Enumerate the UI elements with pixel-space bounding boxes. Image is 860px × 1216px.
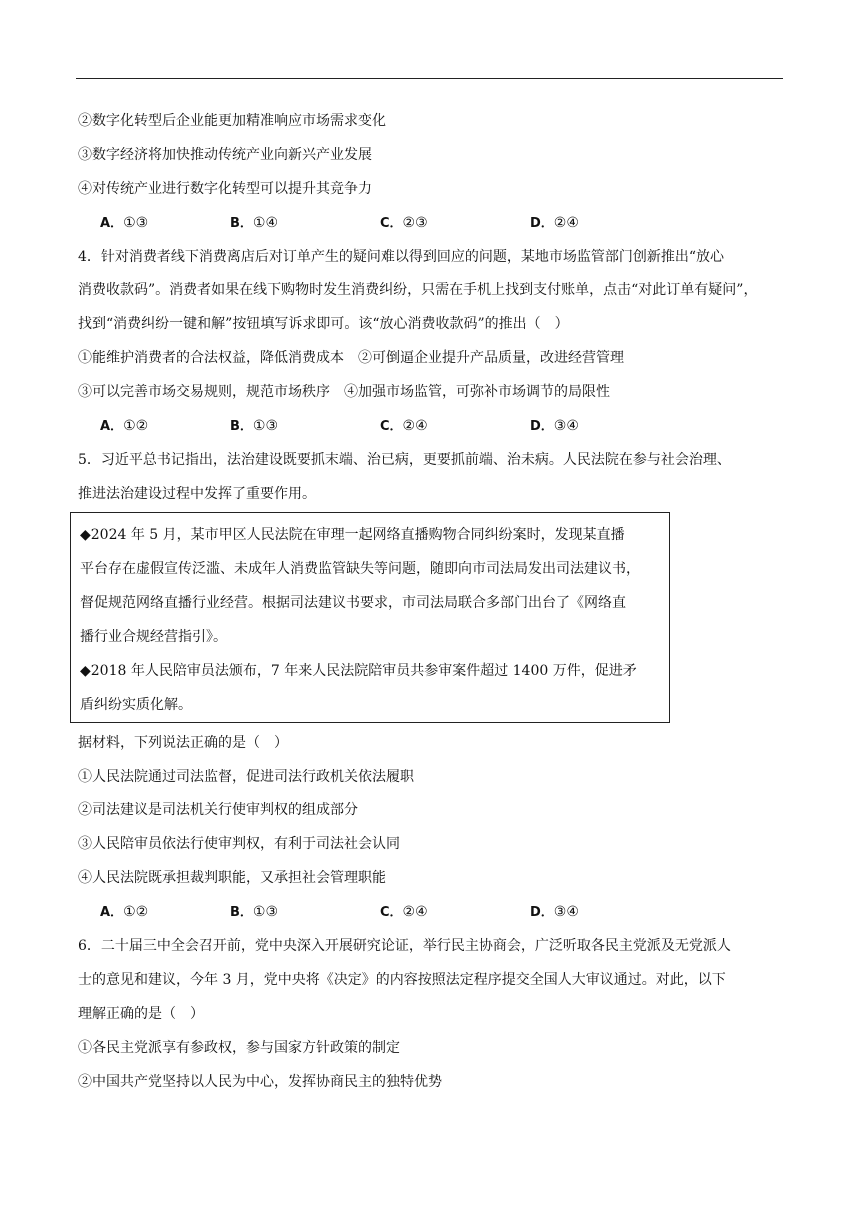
q5-choice-d: D．③④ — [530, 904, 579, 920]
q4-choice-a: A．①② — [100, 418, 149, 434]
material-line-2: 平台存在虚假宣传泛滥、未成年人消费监管缺失等问题，随即向市司法局发出司法建议书， — [80, 561, 640, 577]
q5-option-2: ②司法建议是司法机关行使审判权的组成部分 — [78, 802, 358, 818]
q5-stem-line-1: 5．习近平总书记指出，法治建设既要抓末端、治已病，更要抓前端、治未病。人民法院在参与社会治理、 — [78, 452, 731, 468]
q3-option-4: ④对传统产业进行数字化转型可以提升其竞争力 — [78, 181, 372, 197]
material-line-4: 播行业合规经营指引》。 — [80, 629, 227, 645]
q6-option-1: ①各民主党派享有参政权，参与国家方针政策的制定 — [78, 1040, 400, 1056]
header-rule — [76, 78, 783, 79]
q5-choice-c: C．②④ — [380, 904, 428, 920]
q4-options-row-1: ①能维护消费者的合法权益，降低消费成本 ②可倒逼企业提升产品质量，改进经营管理 — [78, 350, 624, 366]
q5-choice-b: B．①③ — [230, 904, 279, 920]
q4-choice-c: C．②④ — [380, 418, 428, 434]
q5-option-1: ①人民法院通过司法监督，促进司法行政机关依法履职 — [78, 769, 414, 785]
q3-choice-a: A．①③ — [100, 215, 149, 231]
q3-choices — [100, 213, 700, 233]
q3-choice-d: D．②④ — [530, 215, 579, 231]
material-line-3: 督促规范网络直播行业经营。根据司法建议书要求，市司法局联合多部门出台了《网络直 — [80, 595, 626, 611]
q3-choice-c: C．②③ — [380, 215, 428, 231]
q5-question: 据材料，下列说法正确的是（ ） — [78, 735, 288, 751]
q5-choices — [100, 902, 700, 922]
material-line-6: 盾纠纷实质化解。 — [80, 697, 192, 713]
q4-stem-line-3: 找到“消费纠纷一键和解”按钮填写诉求即可。该“放心消费收款码”的推出（ ） — [78, 316, 569, 332]
material-line-5: ◆2018 年人民陪审员法颁布，7 年来人民法院陪审员共参审案件超过 1400 万件，促进矛 — [80, 663, 637, 679]
q3-option-3: ③数字经济将加快推动传统产业向新兴产业发展 — [78, 147, 372, 163]
q5-choice-a: A．①② — [100, 904, 149, 920]
q4-choice-b: B．①③ — [230, 418, 279, 434]
q4-stem-line-1: 4．针对消费者线下消费离店后对订单产生的疑问难以得到回应的问题，某地市场监管部门创新推出“放心 — [78, 249, 725, 265]
q6-stem-line-3: 理解正确的是（ ） — [78, 1006, 204, 1022]
q5-option-4: ④人民法院既承担裁判职能，又承担社会管理职能 — [78, 870, 386, 886]
q4-choice-d: D．③④ — [530, 418, 579, 434]
q5-option-3: ③人民陪审员依法行使审判权，有利于司法社会认同 — [78, 836, 400, 852]
q3-option-2: ②数字化转型后企业能更加精准响应市场需求变化 — [78, 113, 386, 129]
q6-stem-line-1: 6．二十届三中全会召开前，党中央深入开展研究论证，举行民主协商会，广泛听取各民主党派及无党派人 — [78, 938, 731, 954]
q3-choice-b: B．①④ — [230, 215, 279, 231]
q5-stem-line-2: 推进法治建设过程中发挥了重要作用。 — [78, 486, 316, 502]
material-line-1: ◆2024 年 5 月，某市甲区人民法院在审理一起网络直播购物合同纠纷案时，发现某直播 — [80, 527, 625, 543]
q4-stem-line-2: 消费收款码”。消费者如果在线下购物时发生消费纠纷，只需在手机上找到支付账单，点击“对此订单有疑问”， — [78, 282, 758, 298]
q6-stem-line-2: 士的意见和建议，今年 3 月，党中央将《决定》的内容按照法定程序提交全国人大审议通过。对此，以下 — [78, 972, 726, 988]
q4-options-row-2: ③可以完善市场交易规则，规范市场秩序 ④加强市场监管，可弥补市场调节的局限性 — [78, 384, 610, 400]
q6-option-2: ②中国共产党坚持以人民为中心，发挥协商民主的独特优势 — [78, 1074, 442, 1090]
q5-material-box — [70, 512, 670, 723]
q4-choices — [100, 416, 700, 436]
